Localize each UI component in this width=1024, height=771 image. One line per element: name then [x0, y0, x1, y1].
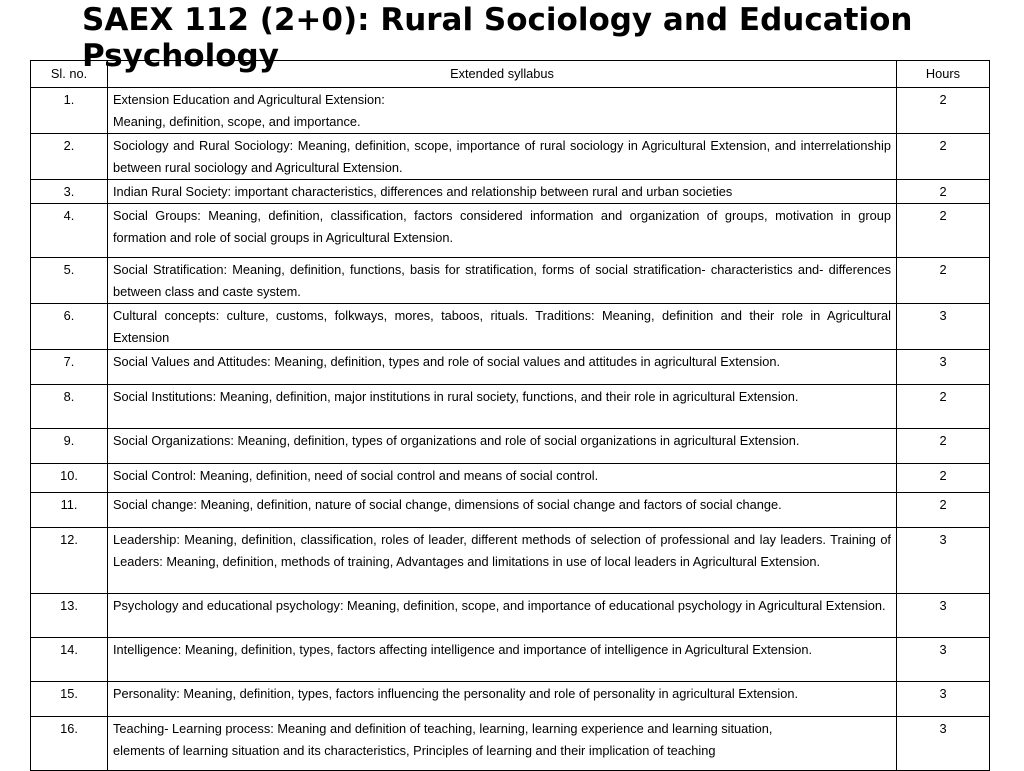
topic-line: Meaning, definition, scope, and importance.	[113, 114, 361, 129]
header-hours: Hours	[897, 61, 990, 88]
row-sl-no: 2.	[31, 134, 108, 180]
table-row	[31, 682, 990, 717]
row-topic	[108, 528, 897, 594]
table-row	[31, 180, 990, 204]
table-row	[31, 464, 990, 493]
table-header-row	[31, 61, 990, 88]
topic-line: Intelligence: Meaning, definition, types, factors affecting intelligence and importance of intelligence in Agricultural Extension.	[113, 642, 813, 657]
topic-line: Social change: Meaning, definition, nature of social change, dimensions of social change and factors of social change.	[113, 497, 782, 512]
row-topic	[108, 134, 897, 180]
topic-line: Sociology and Rural Sociology: Meaning, definition, scope, importance of rural sociology in Agricultural Extension, and interrelationship between rural sociology and Agricultural Extension.	[113, 138, 891, 175]
row-hours: 3	[897, 682, 990, 717]
row-hours: 2	[897, 258, 990, 304]
table-row	[31, 594, 990, 638]
header-sl-no: Sl. no.	[31, 61, 108, 88]
row-sl-no: 10.	[31, 464, 108, 493]
row-hours: 2	[897, 180, 990, 204]
page-title: SAEX 112 (2+0): Rural Sociology and Education Psychology	[82, 2, 913, 74]
row-sl-no: 11.	[31, 493, 108, 528]
row-topic	[108, 385, 897, 429]
row-hours: 2	[897, 204, 990, 258]
row-hours: 2	[897, 134, 990, 180]
row-topic	[108, 682, 897, 717]
syllabus-table	[30, 60, 990, 771]
table-row	[31, 304, 990, 350]
table-row	[31, 385, 990, 429]
table-row	[31, 350, 990, 385]
row-hours: 3	[897, 717, 990, 771]
row-hours: 2	[897, 88, 990, 134]
topic-line: Personality: Meaning, definition, types, factors influencing the personality and role of personality in agricultural Extension.	[113, 686, 799, 701]
topic-line: Leadership: Meaning, definition, classification, roles of leader, different methods of selection of professional and lay leaders. Training of Leaders: Meaning, definition, methods of training, Advantages and limitations in use of local leaders in Agricultural Extension.	[113, 532, 891, 569]
row-sl-no: 12.	[31, 528, 108, 594]
table-body	[31, 88, 990, 771]
row-topic	[108, 304, 897, 350]
row-topic	[108, 493, 897, 528]
table-row	[31, 204, 990, 258]
topic-line: Psychology and educational psychology: Meaning, definition, scope, and importance of educational psychology in Agricultural Extension.	[113, 598, 886, 613]
row-sl-no: 16.	[31, 717, 108, 771]
row-topic	[108, 258, 897, 304]
row-hours: 3	[897, 304, 990, 350]
row-hours: 3	[897, 638, 990, 682]
row-hours: 3	[897, 350, 990, 385]
row-sl-no: 8.	[31, 385, 108, 429]
table-row	[31, 134, 990, 180]
row-hours: 2	[897, 429, 990, 464]
topic-line: Social Groups: Meaning, definition, classification, factors considered information and organization of groups, motivation in group formation and role of social groups in Agricultural Extension.	[113, 208, 891, 245]
row-sl-no: 9.	[31, 429, 108, 464]
topic-line: Teaching- Learning process: Meaning and definition of teaching, learning, learning experience and learning situation,	[113, 721, 773, 736]
table-row	[31, 528, 990, 594]
row-topic	[108, 88, 897, 134]
row-hours: 2	[897, 493, 990, 528]
row-sl-no: 5.	[31, 258, 108, 304]
table-row	[31, 717, 990, 771]
row-topic	[108, 180, 897, 204]
topic-line: elements of learning situation and its characteristics, Principles of learning and their implication of teaching	[113, 743, 716, 758]
row-topic	[108, 464, 897, 493]
topic-line: Extension Education and Agricultural Extension:	[113, 92, 385, 107]
header-extended-syllabus: Extended syllabus	[108, 61, 897, 88]
topic-line: Cultural concepts: culture, customs, folkways, mores, taboos, rituals. Traditions: Meaning, definition and their role in Agricultural Extension	[113, 308, 891, 345]
row-sl-no: 4.	[31, 204, 108, 258]
row-hours: 3	[897, 528, 990, 594]
row-topic	[108, 429, 897, 464]
row-hours: 2	[897, 385, 990, 429]
table-row	[31, 638, 990, 682]
row-topic	[108, 350, 897, 385]
table-row	[31, 88, 990, 134]
row-sl-no: 3.	[31, 180, 108, 204]
row-hours: 2	[897, 464, 990, 493]
row-topic	[108, 638, 897, 682]
row-topic	[108, 204, 897, 258]
topic-line: Social Stratification: Meaning, definition, functions, basis for stratification, forms of social stratification- characteristics and- differences between class and caste system.	[113, 262, 891, 299]
topic-line: Social Control: Meaning, definition, need of social control and means of social control.	[113, 468, 599, 483]
topic-line: Social Organizations: Meaning, definition, types of organizations and role of social organizations in agricultural Extension.	[113, 433, 800, 448]
row-sl-no: 15.	[31, 682, 108, 717]
row-sl-no: 13.	[31, 594, 108, 638]
row-sl-no: 14.	[31, 638, 108, 682]
topic-line: Social Values and Attitudes: Meaning, definition, types and role of social values and attitudes in agricultural Extension.	[113, 354, 781, 369]
row-sl-no: 1.	[31, 88, 108, 134]
topic-line: Social Institutions: Meaning, definition, major institutions in rural society, functions, and their role in agricultural Extension.	[113, 389, 799, 404]
row-sl-no: 7.	[31, 350, 108, 385]
row-topic	[108, 594, 897, 638]
row-hours: 3	[897, 594, 990, 638]
table-row	[31, 258, 990, 304]
table-row	[31, 429, 990, 464]
row-topic	[108, 717, 897, 771]
table-row	[31, 493, 990, 528]
topic-line: Indian Rural Society: important characteristics, differences and relationship between rural and urban societies	[113, 184, 733, 199]
row-sl-no: 6.	[31, 304, 108, 350]
